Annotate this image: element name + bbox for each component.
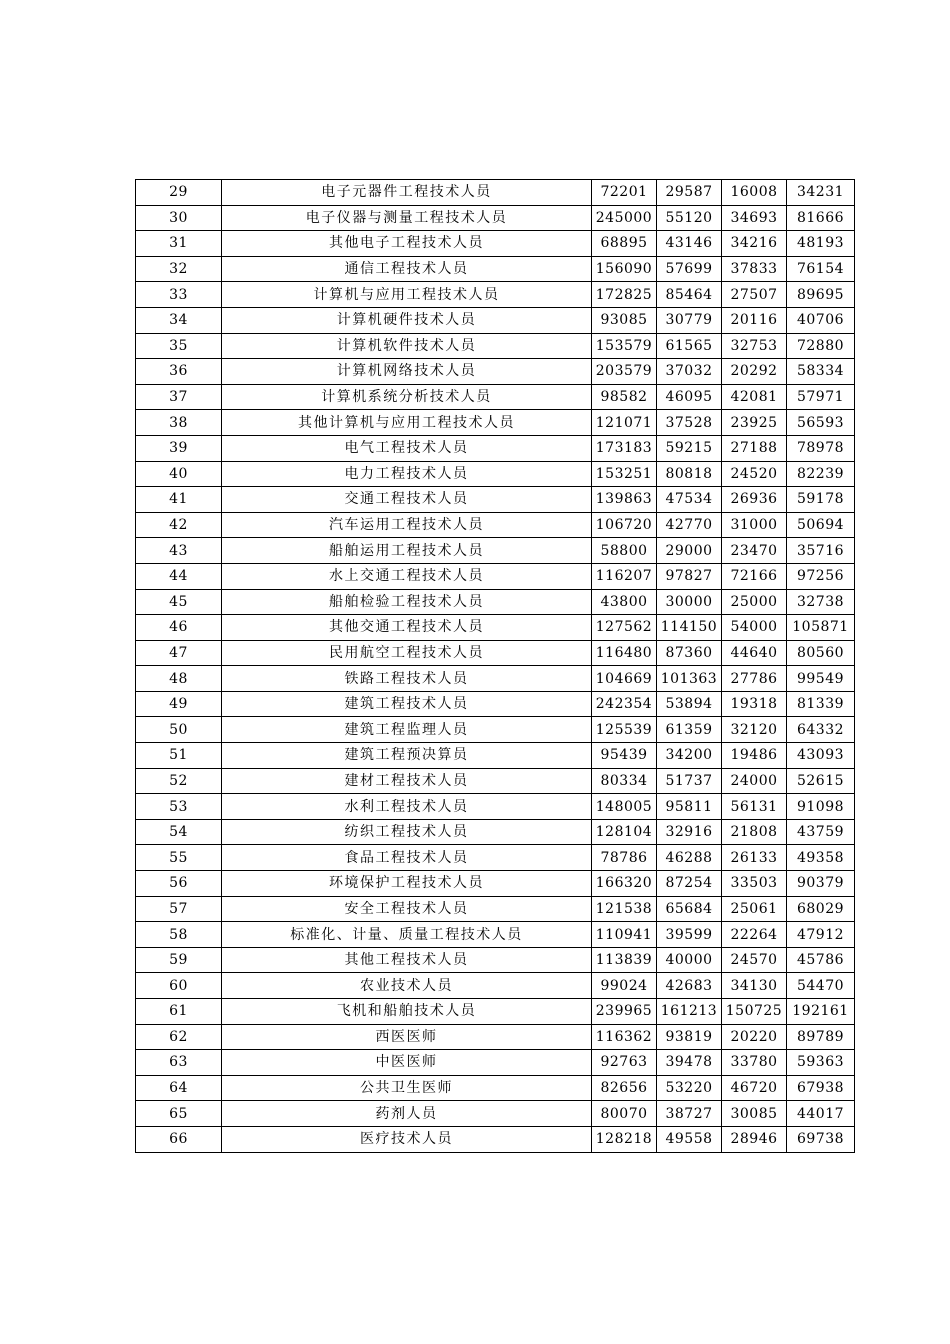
table-row [136, 1101, 855, 1127]
table-row [136, 743, 855, 769]
row-number: 48 [136, 666, 222, 692]
occupation-name: 水利工程技术人员 [222, 794, 592, 820]
row-number: 65 [136, 1101, 222, 1127]
value-col-3: 31000 [722, 512, 787, 538]
value-col-4: 43093 [787, 743, 855, 769]
value-col-2: 51737 [657, 768, 722, 794]
table-row [136, 1126, 855, 1152]
row-number: 44 [136, 563, 222, 589]
table-row [136, 640, 855, 666]
value-col-1: 43800 [592, 589, 657, 615]
row-number: 47 [136, 640, 222, 666]
table-row [136, 384, 855, 410]
value-col-2: 34200 [657, 743, 722, 769]
table-row [136, 666, 855, 692]
row-number: 57 [136, 896, 222, 922]
value-col-1: 128218 [592, 1126, 657, 1152]
value-col-1: 156090 [592, 256, 657, 282]
value-col-3: 34216 [722, 231, 787, 257]
value-col-3: 25061 [722, 896, 787, 922]
salary-table [135, 179, 855, 1153]
table-row [136, 410, 855, 436]
row-number: 61 [136, 999, 222, 1025]
table-row [136, 589, 855, 615]
value-col-3: 42081 [722, 384, 787, 410]
value-col-3: 24520 [722, 461, 787, 487]
value-col-1: 93085 [592, 307, 657, 333]
value-col-4: 57971 [787, 384, 855, 410]
value-col-1: 78786 [592, 845, 657, 871]
table-row [136, 538, 855, 564]
value-col-1: 139863 [592, 487, 657, 513]
row-number: 42 [136, 512, 222, 538]
value-col-1: 127562 [592, 615, 657, 641]
table-row [136, 256, 855, 282]
row-number: 35 [136, 333, 222, 359]
occupation-name: 计算机网络技术人员 [222, 359, 592, 385]
row-number: 59 [136, 947, 222, 973]
row-number: 43 [136, 538, 222, 564]
table-row [136, 615, 855, 641]
occupation-name: 环境保护工程技术人员 [222, 871, 592, 897]
value-col-4: 59178 [787, 487, 855, 513]
value-col-4: 54470 [787, 973, 855, 999]
value-col-3: 23470 [722, 538, 787, 564]
value-col-4: 43759 [787, 819, 855, 845]
value-col-4: 72880 [787, 333, 855, 359]
table-row [136, 871, 855, 897]
value-col-1: 58800 [592, 538, 657, 564]
value-col-4: 76154 [787, 256, 855, 282]
value-col-4: 97256 [787, 563, 855, 589]
table-row [136, 973, 855, 999]
value-col-4: 40706 [787, 307, 855, 333]
value-col-1: 106720 [592, 512, 657, 538]
value-col-3: 54000 [722, 615, 787, 641]
value-col-1: 153251 [592, 461, 657, 487]
table-row [136, 435, 855, 461]
value-col-3: 44640 [722, 640, 787, 666]
value-col-4: 69738 [787, 1126, 855, 1152]
occupation-name: 西医医师 [222, 1024, 592, 1050]
value-col-3: 33780 [722, 1050, 787, 1076]
value-col-3: 20116 [722, 307, 787, 333]
table-row [136, 845, 855, 871]
value-col-3: 30085 [722, 1101, 787, 1127]
row-number: 37 [136, 384, 222, 410]
value-col-1: 153579 [592, 333, 657, 359]
value-col-4: 89695 [787, 282, 855, 308]
value-col-4: 50694 [787, 512, 855, 538]
row-number: 58 [136, 922, 222, 948]
occupation-name: 公共卫生医师 [222, 1075, 592, 1101]
value-col-3: 34130 [722, 973, 787, 999]
row-number: 55 [136, 845, 222, 871]
value-col-2: 114150 [657, 615, 722, 641]
value-col-4: 67938 [787, 1075, 855, 1101]
value-col-1: 121538 [592, 896, 657, 922]
occupation-name: 医疗技术人员 [222, 1126, 592, 1152]
value-col-4: 99549 [787, 666, 855, 692]
value-col-1: 166320 [592, 871, 657, 897]
occupation-name: 中医医师 [222, 1050, 592, 1076]
table-row [136, 1075, 855, 1101]
value-col-2: 39478 [657, 1050, 722, 1076]
value-col-2: 85464 [657, 282, 722, 308]
value-col-1: 148005 [592, 794, 657, 820]
value-col-2: 65684 [657, 896, 722, 922]
row-number: 45 [136, 589, 222, 615]
row-number: 51 [136, 743, 222, 769]
value-col-1: 116207 [592, 563, 657, 589]
table-row [136, 487, 855, 513]
occupation-name: 建材工程技术人员 [222, 768, 592, 794]
value-col-3: 20220 [722, 1024, 787, 1050]
value-col-1: 110941 [592, 922, 657, 948]
value-col-2: 43146 [657, 231, 722, 257]
value-col-4: 35716 [787, 538, 855, 564]
occupation-name: 其他工程技术人员 [222, 947, 592, 973]
value-col-3: 26133 [722, 845, 787, 871]
occupation-name: 民用航空工程技术人员 [222, 640, 592, 666]
value-col-3: 72166 [722, 563, 787, 589]
value-col-2: 93819 [657, 1024, 722, 1050]
value-col-3: 28946 [722, 1126, 787, 1152]
occupation-name: 其他计算机与应用工程技术人员 [222, 410, 592, 436]
table-row [136, 947, 855, 973]
value-col-4: 58334 [787, 359, 855, 385]
value-col-4: 56593 [787, 410, 855, 436]
value-col-3: 16008 [722, 180, 787, 206]
value-col-1: 95439 [592, 743, 657, 769]
value-col-2: 101363 [657, 666, 722, 692]
value-col-1: 82656 [592, 1075, 657, 1101]
value-col-4: 90379 [787, 871, 855, 897]
value-col-1: 116362 [592, 1024, 657, 1050]
value-col-1: 128104 [592, 819, 657, 845]
occupation-name: 水上交通工程技术人员 [222, 563, 592, 589]
value-col-3: 21808 [722, 819, 787, 845]
occupation-name: 电气工程技术人员 [222, 435, 592, 461]
value-col-2: 37032 [657, 359, 722, 385]
value-col-3: 22264 [722, 922, 787, 948]
value-col-3: 27786 [722, 666, 787, 692]
value-col-4: 192161 [787, 999, 855, 1025]
value-col-4: 91098 [787, 794, 855, 820]
table-row [136, 717, 855, 743]
value-col-1: 72201 [592, 180, 657, 206]
value-col-1: 173183 [592, 435, 657, 461]
occupation-name: 计算机系统分析技术人员 [222, 384, 592, 410]
value-col-1: 242354 [592, 691, 657, 717]
value-col-2: 42683 [657, 973, 722, 999]
value-col-2: 29587 [657, 180, 722, 206]
table-row [136, 1050, 855, 1076]
value-col-3: 23925 [722, 410, 787, 436]
value-col-4: 78978 [787, 435, 855, 461]
table-body [136, 180, 855, 1153]
value-col-2: 30779 [657, 307, 722, 333]
value-col-1: 99024 [592, 973, 657, 999]
row-number: 49 [136, 691, 222, 717]
table-row [136, 768, 855, 794]
row-number: 32 [136, 256, 222, 282]
value-col-3: 46720 [722, 1075, 787, 1101]
row-number: 41 [136, 487, 222, 513]
value-col-1: 125539 [592, 717, 657, 743]
value-col-3: 24570 [722, 947, 787, 973]
row-number: 39 [136, 435, 222, 461]
value-col-2: 39599 [657, 922, 722, 948]
value-col-4: 89789 [787, 1024, 855, 1050]
value-col-2: 97827 [657, 563, 722, 589]
table-row [136, 461, 855, 487]
row-number: 54 [136, 819, 222, 845]
row-number: 33 [136, 282, 222, 308]
occupation-name: 其他电子工程技术人员 [222, 231, 592, 257]
value-col-4: 82239 [787, 461, 855, 487]
value-col-3: 32120 [722, 717, 787, 743]
value-col-4: 45786 [787, 947, 855, 973]
table-row [136, 359, 855, 385]
value-col-4: 68029 [787, 896, 855, 922]
occupation-name: 食品工程技术人员 [222, 845, 592, 871]
value-col-2: 32916 [657, 819, 722, 845]
occupation-name: 标准化、计量、质量工程技术人员 [222, 922, 592, 948]
occupation-name: 铁路工程技术人员 [222, 666, 592, 692]
value-col-1: 113839 [592, 947, 657, 973]
row-number: 53 [136, 794, 222, 820]
table-row [136, 563, 855, 589]
table-row [136, 333, 855, 359]
value-col-4: 80560 [787, 640, 855, 666]
row-number: 66 [136, 1126, 222, 1152]
table-row [136, 205, 855, 231]
occupation-name: 建筑工程监理人员 [222, 717, 592, 743]
row-number: 36 [136, 359, 222, 385]
value-col-3: 26936 [722, 487, 787, 513]
row-number: 38 [136, 410, 222, 436]
occupation-name: 交通工程技术人员 [222, 487, 592, 513]
value-col-2: 80818 [657, 461, 722, 487]
value-col-4: 48193 [787, 231, 855, 257]
row-number: 40 [136, 461, 222, 487]
value-col-1: 172825 [592, 282, 657, 308]
occupation-name: 计算机与应用工程技术人员 [222, 282, 592, 308]
value-col-2: 30000 [657, 589, 722, 615]
row-number: 60 [136, 973, 222, 999]
value-col-2: 37528 [657, 410, 722, 436]
value-col-4: 59363 [787, 1050, 855, 1076]
value-col-4: 47912 [787, 922, 855, 948]
value-col-4: 49358 [787, 845, 855, 871]
value-col-3: 33503 [722, 871, 787, 897]
value-col-4: 81339 [787, 691, 855, 717]
occupation-name: 农业技术人员 [222, 973, 592, 999]
occupation-name: 通信工程技术人员 [222, 256, 592, 282]
value-col-3: 24000 [722, 768, 787, 794]
table-row [136, 999, 855, 1025]
value-col-2: 57699 [657, 256, 722, 282]
value-col-2: 38727 [657, 1101, 722, 1127]
row-number: 34 [136, 307, 222, 333]
occupation-name: 安全工程技术人员 [222, 896, 592, 922]
value-col-3: 25000 [722, 589, 787, 615]
row-number: 31 [136, 231, 222, 257]
value-col-2: 55120 [657, 205, 722, 231]
value-col-2: 40000 [657, 947, 722, 973]
row-number: 46 [136, 615, 222, 641]
value-col-3: 34693 [722, 205, 787, 231]
row-number: 29 [136, 180, 222, 206]
table-row [136, 819, 855, 845]
table-row [136, 896, 855, 922]
value-col-2: 87254 [657, 871, 722, 897]
occupation-name: 建筑工程技术人员 [222, 691, 592, 717]
value-col-1: 239965 [592, 999, 657, 1025]
value-col-2: 95811 [657, 794, 722, 820]
value-col-1: 68895 [592, 231, 657, 257]
occupation-name: 飞机和船舶技术人员 [222, 999, 592, 1025]
table-row [136, 794, 855, 820]
value-col-1: 98582 [592, 384, 657, 410]
value-col-3: 32753 [722, 333, 787, 359]
row-number: 62 [136, 1024, 222, 1050]
value-col-4: 81666 [787, 205, 855, 231]
occupation-name: 纺织工程技术人员 [222, 819, 592, 845]
table-row [136, 282, 855, 308]
value-col-3: 27188 [722, 435, 787, 461]
occupation-name: 电子仪器与测量工程技术人员 [222, 205, 592, 231]
value-col-1: 203579 [592, 359, 657, 385]
table-row [136, 1024, 855, 1050]
occupation-name: 计算机硬件技术人员 [222, 307, 592, 333]
value-col-4: 105871 [787, 615, 855, 641]
value-col-3: 56131 [722, 794, 787, 820]
value-col-3: 19318 [722, 691, 787, 717]
value-col-2: 61565 [657, 333, 722, 359]
value-col-2: 59215 [657, 435, 722, 461]
occupation-name: 船舶检验工程技术人员 [222, 589, 592, 615]
value-col-4: 34231 [787, 180, 855, 206]
value-col-2: 42770 [657, 512, 722, 538]
table-row [136, 691, 855, 717]
value-col-4: 44017 [787, 1101, 855, 1127]
value-col-3: 150725 [722, 999, 787, 1025]
value-col-4: 52615 [787, 768, 855, 794]
occupation-name: 船舶运用工程技术人员 [222, 538, 592, 564]
row-number: 52 [136, 768, 222, 794]
value-col-2: 87360 [657, 640, 722, 666]
value-col-2: 161213 [657, 999, 722, 1025]
value-col-2: 61359 [657, 717, 722, 743]
table-row [136, 512, 855, 538]
row-number: 56 [136, 871, 222, 897]
row-number: 63 [136, 1050, 222, 1076]
occupation-name: 计算机软件技术人员 [222, 333, 592, 359]
value-col-1: 92763 [592, 1050, 657, 1076]
occupation-name: 药剂人员 [222, 1101, 592, 1127]
table-row [136, 180, 855, 206]
row-number: 30 [136, 205, 222, 231]
value-col-1: 116480 [592, 640, 657, 666]
value-col-3: 20292 [722, 359, 787, 385]
occupation-name: 其他交通工程技术人员 [222, 615, 592, 641]
value-col-2: 53220 [657, 1075, 722, 1101]
value-col-2: 29000 [657, 538, 722, 564]
occupation-name: 建筑工程预决算员 [222, 743, 592, 769]
value-col-2: 46288 [657, 845, 722, 871]
table-row [136, 307, 855, 333]
value-col-3: 37833 [722, 256, 787, 282]
value-col-1: 80070 [592, 1101, 657, 1127]
value-col-1: 104669 [592, 666, 657, 692]
value-col-2: 46095 [657, 384, 722, 410]
value-col-2: 49558 [657, 1126, 722, 1152]
value-col-1: 121071 [592, 410, 657, 436]
row-number: 64 [136, 1075, 222, 1101]
occupation-name: 汽车运用工程技术人员 [222, 512, 592, 538]
value-col-3: 19486 [722, 743, 787, 769]
occupation-name: 电力工程技术人员 [222, 461, 592, 487]
occupation-name: 电子元器件工程技术人员 [222, 180, 592, 206]
value-col-4: 32738 [787, 589, 855, 615]
value-col-1: 245000 [592, 205, 657, 231]
row-number: 50 [136, 717, 222, 743]
table-row [136, 231, 855, 257]
value-col-4: 64332 [787, 717, 855, 743]
value-col-3: 27507 [722, 282, 787, 308]
value-col-1: 80334 [592, 768, 657, 794]
value-col-2: 47534 [657, 487, 722, 513]
value-col-2: 53894 [657, 691, 722, 717]
table-row [136, 922, 855, 948]
